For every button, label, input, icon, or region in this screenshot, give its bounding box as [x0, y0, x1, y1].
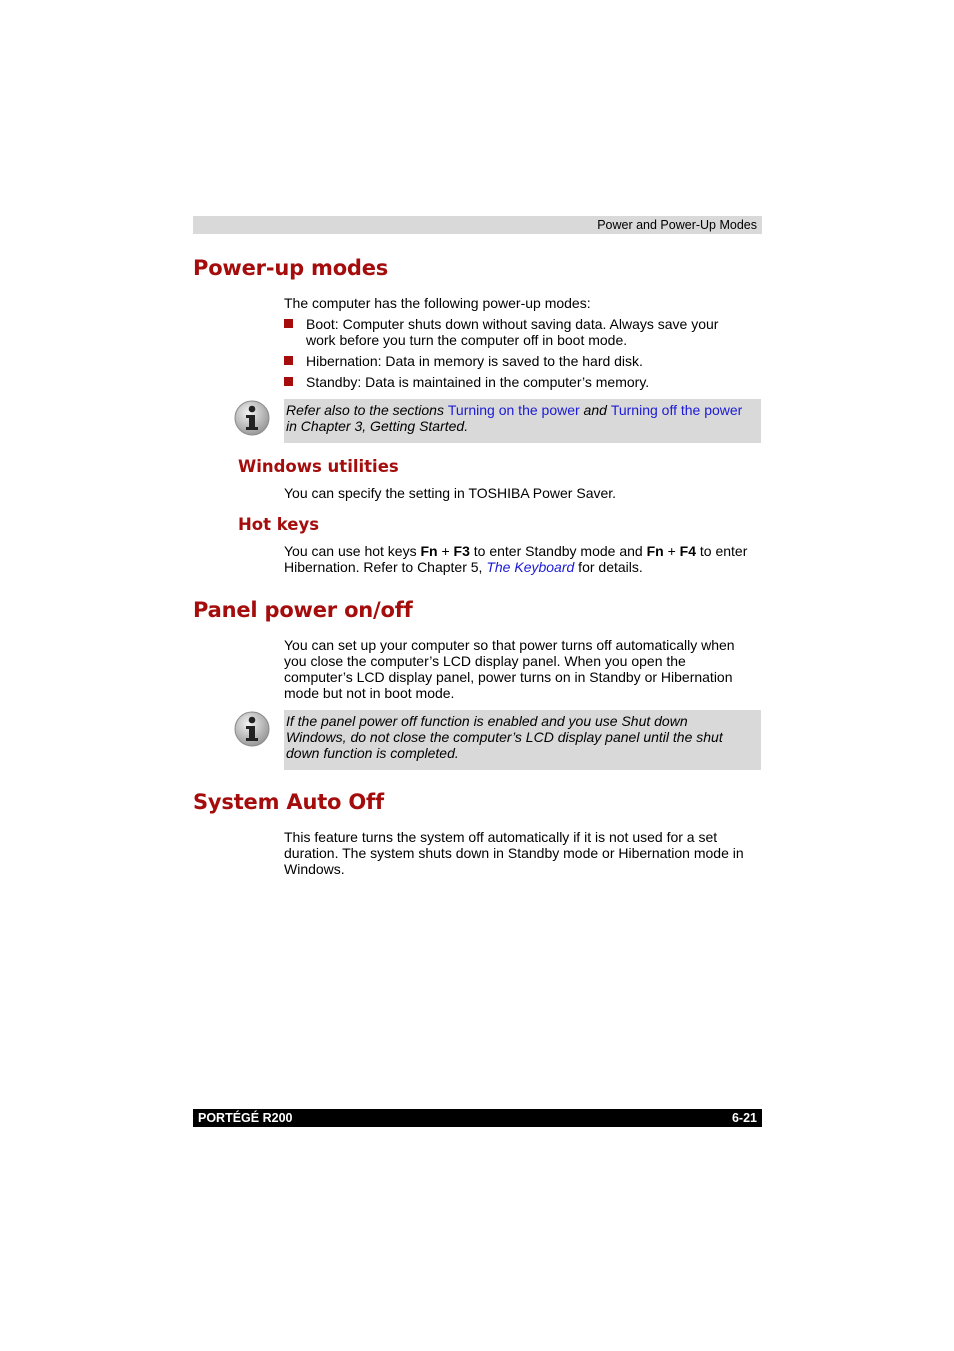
product-name: PORTÉGÉ R200 [198, 1111, 293, 1125]
section-title-panel-power: Panel power on/off [193, 598, 413, 622]
text: + [663, 543, 680, 559]
key-fn: Fn [420, 543, 438, 559]
text-line: computer’s LCD display panel, power turns on in Standby or Hibernation [284, 669, 733, 685]
page-number: 6-21 [731, 1111, 757, 1125]
link-turning-off-the-power[interactable]: Turning off the power [610, 402, 743, 418]
bullet-marker [284, 319, 293, 328]
running-header [193, 216, 762, 234]
info-icon [233, 710, 271, 751]
system-auto-off-text [284, 829, 762, 877]
list-item-text: Standby: Data is maintained in the computer’s memory. [306, 374, 650, 390]
panel-power-text [284, 637, 762, 701]
text-line: duration. The system shuts down in Standby mode or Hibernation mode in [284, 845, 744, 861]
link-turning-on-the-power[interactable]: Turning on the power [447, 402, 580, 418]
text-line: mode but not in boot mode. [284, 685, 455, 701]
info-icon [233, 399, 271, 440]
text: to enter [696, 543, 748, 559]
note-text: and [579, 402, 611, 418]
text: + [437, 543, 454, 559]
text-line: You can set up your computer so that power turns off automatically when [284, 637, 735, 653]
note-text: Refer also to the sections [286, 402, 448, 418]
text: for details. [574, 559, 643, 575]
section-title-power-up-modes: Power-up modes [193, 256, 389, 280]
key-fn: Fn [646, 543, 664, 559]
text-line: Windows. [284, 861, 345, 877]
bullet-marker [284, 356, 293, 365]
subsection-title-windows-utilities: Windows utilities [238, 457, 399, 476]
section-title-system-auto-off: System Auto Off [193, 790, 384, 814]
note-box [284, 710, 761, 770]
running-footer [193, 1109, 762, 1127]
text: You can use hot keys [284, 543, 421, 559]
key-f4: F4 [679, 543, 696, 559]
list-item [284, 353, 762, 369]
link-the-keyboard[interactable]: The Keyboard [486, 559, 575, 575]
note-box [284, 399, 761, 443]
text-line: This feature turns the system off automatically if it is not used for a set [284, 829, 718, 845]
text: to enter Standby mode and [469, 543, 647, 559]
note-text-line: down function is completed. [286, 745, 459, 761]
note-text: in Chapter 3, Getting Started. [286, 418, 469, 434]
list-item [284, 316, 762, 348]
power-up-intro: The computer has the following power-up modes: [284, 295, 591, 311]
list-item [284, 374, 762, 390]
text-line: you close the computer’s LCD display panel. When you open the [284, 653, 686, 669]
note-text-line: Windows, do not close the computer’s LCD display panel until the shut [286, 729, 723, 745]
running-header-title: Power and Power-Up Modes [597, 218, 757, 232]
list-item-text: Boot: Computer shuts down without saving data. Always save your [306, 316, 719, 332]
text: Hibernation. Refer to Chapter 5, [284, 559, 487, 575]
list-item-text-continued: work before you turn the computer off in boot mode. [306, 332, 628, 348]
key-f3: F3 [453, 543, 470, 559]
subsection-title-hot-keys: Hot keys [238, 515, 320, 534]
windows-utilities-text: You can specify the setting in TOSHIBA Power Saver. [284, 485, 617, 501]
bullet-marker [284, 377, 293, 386]
hot-keys-text [284, 543, 762, 575]
note-text-line: If the panel power off function is enabled and you use Shut down [286, 713, 688, 729]
list-item-text: Hibernation: Data in memory is saved to the hard disk. [306, 353, 643, 369]
